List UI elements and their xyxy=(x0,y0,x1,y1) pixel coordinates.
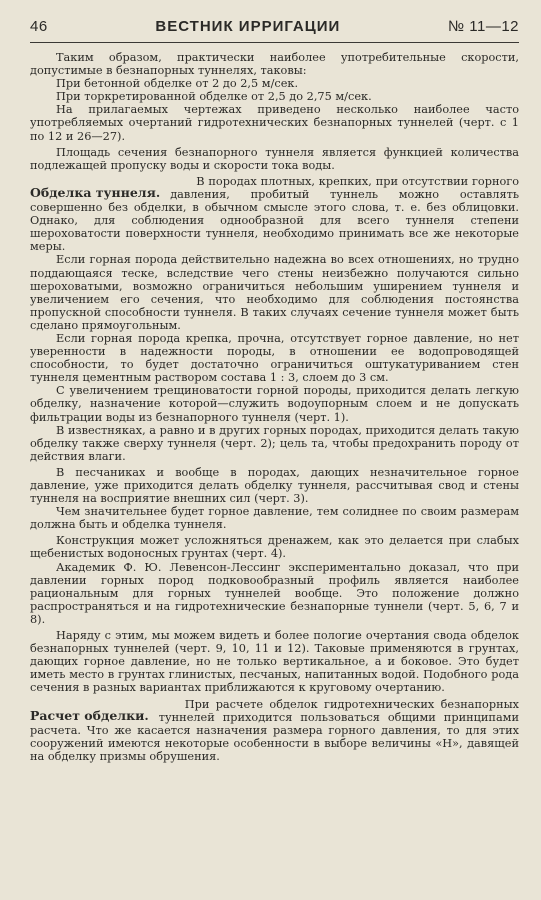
paragraph: Чем значительнее будет горное давление, тем солиднее по своим размерам должна быть и обделка туннеля. xyxy=(30,505,519,532)
paragraph: При бетонной обделке от 2 до 2,5 м/сек. xyxy=(56,77,299,91)
paragraph: При расчете обделок гидротехнических безнапорных туннелей приходится пользоваться общими принципами расчета. Что же касается назначения размера горного давления, то для этих сооружений имеются некоторые особенности в выборе величины «Н», давящей на обделку призмы обрушения. xyxy=(30,697,519,763)
paragraph: Если горная порода действительно надежна во всех отношениях, но трудно поддающаяся теске, вследствие чего стены неизбежно получаются сильно шероховатыми, возможно ограничиться небольшим уширением туннеля и увеличением его сечения, что необходимо для соблюдения постоянства пропускной способности туннеля. В таких случаях сечение туннеля может быть сделано прямоугольным. xyxy=(30,253,519,332)
paragraph: Академик Ф. Ю. Левенсон-Лессинг экспериментально доказал, что при давлении горных пород подковообразный профиль является наиболее рациональным для горных туннелей вообще. Это положение должно распространяться и на гидротехнические безнапорные туннели (черт. 5, 6, 7 и 8). xyxy=(30,560,519,626)
issue-number: № 11—12 xyxy=(447,18,519,35)
paragraph: При торкретированной обделке от 2,5 до 2,75 м/сек. xyxy=(56,90,372,104)
side-heading-calculation: Расчет обделки. xyxy=(30,707,149,723)
paragraph: Площадь сечения безнапорного туннеля является функцией количества подлежащей пропуску воды и скорости тока воды. xyxy=(30,145,519,172)
header-rule xyxy=(30,42,519,43)
paragraph: В породах плотных, крепких, при отсутствии горного давления, пробитый туннель можно оставлять совершенно без обделки, в обычном смысле этого слова, т. е. без облицовки. Однако, для соблюдения однообразной для всего туннеля степени шероховатости поверхности туннеля, необходимо принимать все же некоторые меры. xyxy=(30,174,519,254)
journal-title: ВЕСТНИК ИРРИГАЦИИ xyxy=(155,18,341,35)
page-header xyxy=(30,18,519,40)
paragraph: В известняках, а равно и в других горных породах, приходится делать такую обделку также сверху туннеля (черт. 2); цель та, чтобы предохранить породу от действия влаги. xyxy=(30,423,519,463)
paragraph: Наряду с этим, мы можем видеть и более пологие очертания свода обделок безнапорных туннелей (черт. 9, 10, 11 и 12). Таковые применяются в грунтах, дающих горное давление, но не только вертикальное, а и боковое. Это будет иметь место в грунтах глинистых, песчаных, напитанных водой. Подобного рода сечения в разных вариантах приближаются к круговому очертанию. xyxy=(30,629,519,695)
side-heading-lining: Обделка туннеля. xyxy=(30,184,161,200)
article-body xyxy=(30,51,519,763)
paragraph: Если горная порода крепка, прочна, отсутствует горное давление, но нет уверенности в надежности породы, в отношении ее водопроводящей способности, то будет достаточно ограничиться оштукатуриванием стен туннеля цементным раствором состава 1 : 3, слоем до 3 см. xyxy=(30,331,519,385)
paragraph: С увеличением трещиноватости горной породы, приходится делать легкую обделку, назначение которой—служить водоупорным слоем и не допускать фильтрации воды из безнапорного туннеля (черт. 1). xyxy=(30,384,519,424)
paragraph: Таким образом, практически наиболее употребительные скорости, допустимые в безнапорных туннелях, таковы: xyxy=(30,51,519,78)
paragraph: На прилагаемых чертежах приведено несколько наиболее часто употребляемых очертаний гидротехнических безнапорных туннелей (черт. с 1 по 12 и 26—27). xyxy=(30,103,519,143)
page-number: 46 xyxy=(30,18,48,35)
paragraph: Конструкция может усложняться дренажем, как это делается при слабых щебенистых водоносных грунтах (черт. 4). xyxy=(30,534,519,561)
paragraph: В песчаниках и вообще в породах, дающих незначительное горное давление, уже приходится делать обделку туннеля, рассчитывая свод и стены туннеля на восприятие внешних сил (черт. 3). xyxy=(30,465,519,506)
